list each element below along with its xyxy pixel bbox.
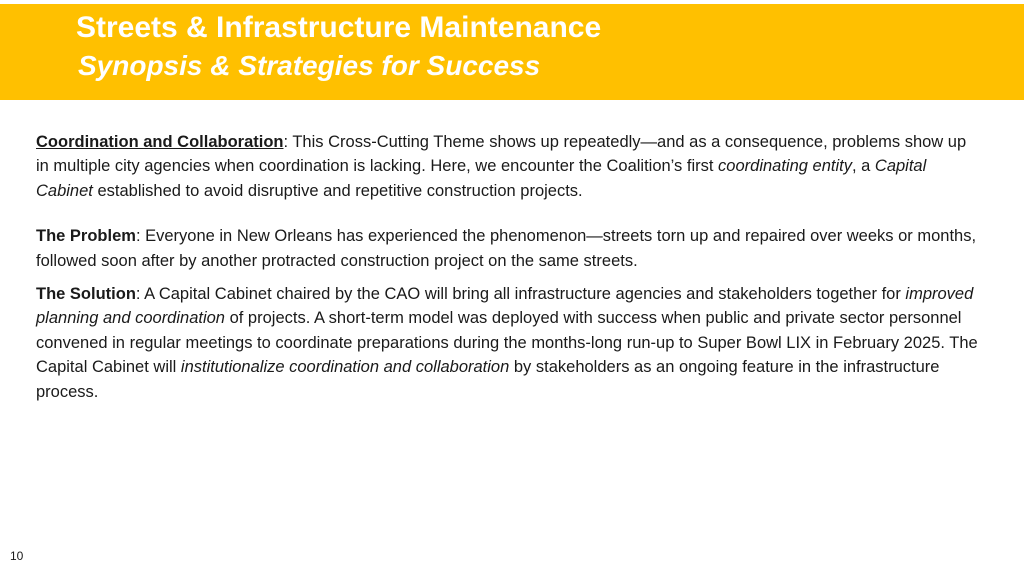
solution-emphasis-1: improved planning and coordination (36, 285, 974, 328)
coordination-text-2: , a (851, 157, 875, 176)
coordination-paragraph (36, 130, 981, 203)
slide-title: Streets & Infrastructure Maintenance (76, 11, 602, 44)
page-number: 10 (10, 549, 24, 563)
header-band (0, 4, 1024, 100)
slide-body (36, 130, 981, 404)
solution-emphasis-2: institutionalize coordination and collaboration (180, 358, 510, 377)
solution-text-3: by stakeholders as an ongoing feature in the infrastructure process. (36, 358, 940, 401)
coordination-text-3: established to avoid disruptive and repetitive construction projects. (92, 181, 583, 200)
coordination-text-1: : This Cross-Cutting Theme shows up repeatedly—and as a consequence, problems show up in multiple city agencies when coordination is lacking. Here, we encounter the Coalition’s first (36, 133, 967, 176)
solution-paragraph (36, 282, 981, 404)
coordination-emphasis-1: coordinating entity (718, 157, 852, 176)
problem-heading: The Problem (36, 227, 136, 246)
problem-text-1: : Everyone in New Orleans has experienced the phenomenon—streets torn up and repaired over weeks or months, followed soon after by another protracted construction project on the same streets. (36, 227, 977, 270)
coordination-emphasis-2: Capital Cabinet (36, 157, 927, 200)
coordination-heading: Coordination and Collaboration (36, 133, 284, 151)
solution-heading: The Solution (36, 285, 136, 304)
solution-text-2: of projects. A short-term model was deployed with success when public and private sector personnel convened in regular meetings to coordinate preparations during the months-long run-up to Super Bowl LIX in February 2025. The Capital Cabinet will (36, 309, 978, 377)
problem-paragraph (36, 224, 981, 273)
slide-subtitle: Synopsis & Strategies for Success (78, 50, 541, 81)
solution-text-1: : A Capital Cabinet chaired by the CAO will bring all infrastructure agencies and stakeholders together for (135, 285, 906, 304)
